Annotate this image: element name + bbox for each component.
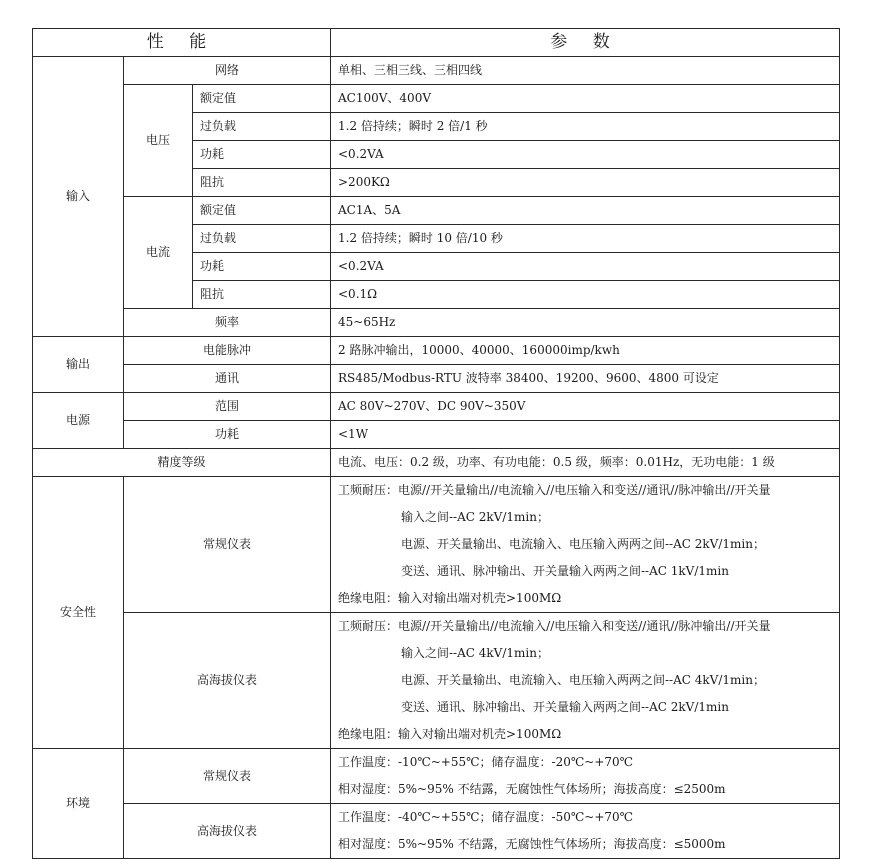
text-line: 相对湿度：5%~95% 不结露，无腐蚀性气体场所；海拔高度：≤2500m [338, 782, 726, 796]
safety-high-altitude-label: 高海拔仪表 [124, 613, 331, 749]
text-line: 电源、开关量输出、电流输入、电压输入两两之间--AC 4kV/1min； [401, 673, 765, 687]
header-parameters: 参 数 [331, 29, 840, 57]
power-range-value: AC 80V~270V、DC 90V~350V [331, 393, 840, 421]
text-line: 工作温度：-10℃~+55℃；储存温度：-20℃~+70℃ [338, 755, 634, 769]
network-label: 网络 [124, 57, 331, 85]
header-performance: 性 能 [33, 29, 331, 57]
comm-label: 通讯 [124, 365, 331, 393]
text-line: 电源、开关量输出、电流输入、电压输入两两之间--AC 2kV/1min； [401, 537, 765, 551]
comm-value: RS485/Modbus-RTU 波特率 38400、19200、9600、4800 可设定 [331, 365, 840, 393]
text-line: 绝缘电阻：输入对输出端对机壳>100MΩ [338, 727, 562, 741]
voltage-power-value: <0.2VA [331, 141, 840, 169]
power-consumption-value: <1W [331, 421, 840, 449]
section-environment: 环境 [33, 749, 124, 859]
section-output: 输出 [33, 337, 124, 393]
current-overload-value: 1.2 倍持续；瞬时 10 倍/10 秒 [331, 225, 840, 253]
text-line: 输入之间--AC 2kV/1min； [401, 510, 549, 524]
voltage-rated-value: AC100V、400V [331, 85, 840, 113]
text-line: 工作温度：-40℃~+55℃；储存温度：-50℃~+70℃ [338, 810, 634, 824]
voltage-rated-label: 额定值 [193, 85, 331, 113]
env-high-altitude-value [331, 804, 840, 859]
current-overload-label: 过负载 [193, 225, 331, 253]
pulse-value: 2 路脉冲输出，10000、40000、160000imp/kwh [331, 337, 840, 365]
section-power: 电源 [33, 393, 124, 449]
current-label: 电流 [124, 197, 193, 309]
voltage-overload-value: 1.2 倍持续；瞬时 2 倍/1 秒 [331, 113, 840, 141]
pulse-label: 电能脉冲 [124, 337, 331, 365]
power-range-label: 范围 [124, 393, 331, 421]
current-impedance-label: 阻抗 [193, 281, 331, 309]
env-standard-value [331, 749, 840, 804]
text-line: 输入之间--AC 4kV/1min； [401, 646, 549, 660]
current-rated-label: 额定值 [193, 197, 331, 225]
network-value: 单相、三相三线、三相四线 [331, 57, 840, 85]
text-line: 变送、通讯、脉冲输出、开关量输入两两之间--AC 1kV/1min [401, 564, 729, 578]
frequency-label: 频率 [124, 309, 331, 337]
safety-high-altitude-value [331, 613, 840, 749]
frequency-value: 45~65Hz [331, 309, 840, 337]
accuracy-label: 精度等级 [33, 449, 331, 477]
section-safety: 安全性 [33, 477, 124, 749]
power-consumption-label: 功耗 [124, 421, 331, 449]
env-standard-label: 常规仪表 [124, 749, 331, 804]
safety-standard-value [331, 477, 840, 613]
voltage-impedance-label: 阻抗 [193, 169, 331, 197]
section-input: 输入 [33, 57, 124, 337]
env-high-altitude-label: 高海拔仪表 [124, 804, 331, 859]
text-line: 绝缘电阻：输入对输出端对机壳>100MΩ [338, 591, 562, 605]
text-line: 工频耐压：电源//开关量输出//电流输入//电压输入和变送//通讯//脉冲输出//开关量 [338, 483, 771, 497]
spec-table [32, 28, 840, 859]
safety-standard-label: 常规仪表 [124, 477, 331, 613]
voltage-power-label: 功耗 [193, 141, 331, 169]
accuracy-value: 电流、电压：0.2 级，功率、有功电能：0.5 级，频率：0.01Hz，无功电能：1 级 [331, 449, 840, 477]
voltage-overload-label: 过负载 [193, 113, 331, 141]
current-power-label: 功耗 [193, 253, 331, 281]
text-line: 工频耐压：电源//开关量输出//电流输入//电压输入和变送//通讯//脉冲输出//开关量 [338, 619, 771, 633]
current-power-value: <0.2VA [331, 253, 840, 281]
voltage-label: 电压 [124, 85, 193, 197]
voltage-impedance-value: >200KΩ [331, 169, 840, 197]
current-rated-value: AC1A、5A [331, 197, 840, 225]
current-impedance-value: <0.1Ω [331, 281, 840, 309]
text-line: 变送、通讯、脉冲输出、开关量输入两两之间--AC 2kV/1min [401, 700, 729, 714]
text-line: 相对湿度：5%~95% 不结露，无腐蚀性气体场所；海拔高度：≤5000m [338, 837, 726, 851]
